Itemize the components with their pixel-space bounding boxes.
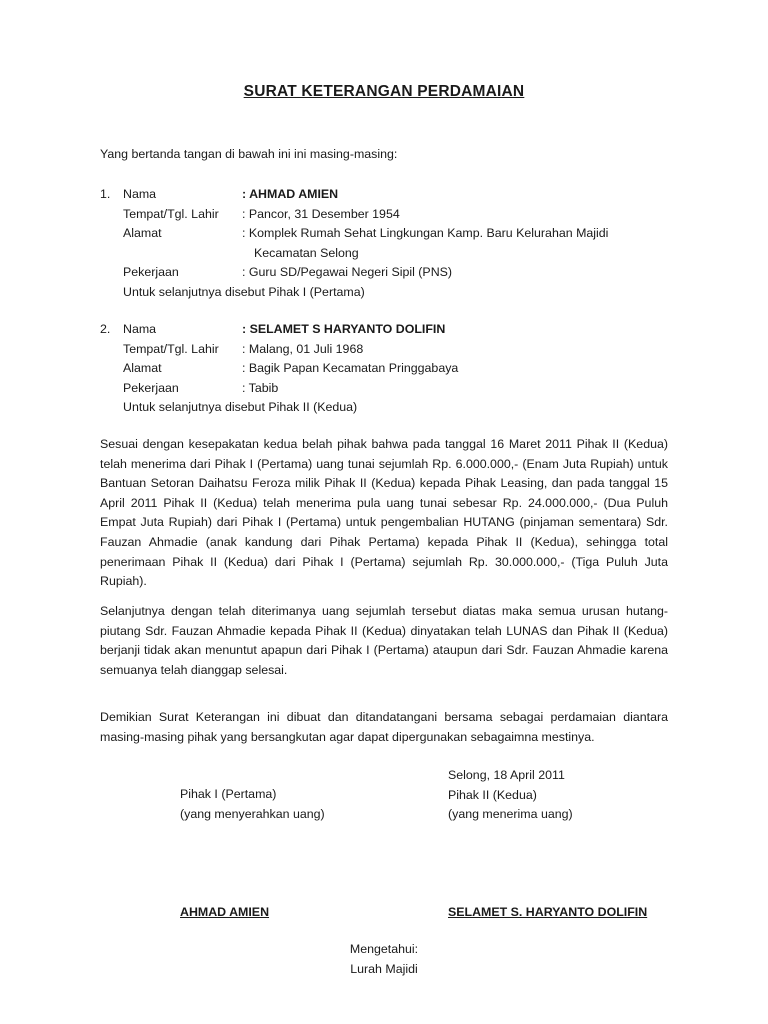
party-number: 1. xyxy=(100,187,111,201)
ttl-value: : Malang, 01 Juli 1968 xyxy=(242,341,364,356)
nama-label: Nama xyxy=(123,322,157,336)
ttl-label: Tempat/Tgl. Lahir xyxy=(123,206,219,221)
pekerjaan-label: Pekerjaan xyxy=(123,380,179,395)
pekerjaan-label: Pekerjaan xyxy=(123,265,179,280)
designation-text: Untuk selanjutnya disebut Pihak I (Pertama) xyxy=(123,284,365,299)
witness-label: Mengetahui: xyxy=(349,942,419,956)
signatory-name-left: AHMAD AMIEN xyxy=(180,905,270,919)
ttl-label: Tempat/Tgl. Lahir xyxy=(123,341,219,356)
party-two-nama-row xyxy=(123,320,683,340)
party-two-ttl-row xyxy=(123,340,683,360)
signature-block-left xyxy=(180,785,325,824)
paragraph-settlement: Selanjutnya dengan telah diterimanya uang sejumlah tersebut diatas maka semua urusan hutang-piutang Sdr. Fauzan Ahmadie kepada Pihak II (Kedua) dinyatakan telah LUNAS dan Pihak II (Kedua) berjanji tidak akan menuntut apapun dari Pihak I (Pertama) ataupun dari Sdr. Fauzan Ahmadie karena semuanya telah dianggap selesai. xyxy=(100,604,668,677)
place-date: Selong, 18 April 2011 xyxy=(448,768,565,782)
pekerjaan-value: : Tabib xyxy=(242,380,279,395)
paragraph-agreement: Sesuai dengan kesepakatan kedua belah pihak bahwa pada tanggal 16 Maret 2011 Pihak II (Kedua) telah menerima dari Pihak I (Pertama) uang tunai sejumlah Rp. 6.000.000,- (Enam Juta Rupiah) untuk Bantuan Setoran Daihatsu Feroza milik Pihak II (Kedua) kepada Pihak Leasing, dan pada tanggal 15 April 2011 Pihak II (Kedua) telah menerima pula uang tunai sebesar Rp. 24.000.000,- (Dua Puluh Empat Juta Rupiah) dari Pihak I (Pertama) untuk pengembalian HUTANG (pinjaman sementara) Sdr. Fauzan Ahmadie (anak kandung dari Pihak Pertama) kepada Pihak II (Kedua), sehingga total penerimaan Pihak II (Kedua) dari Pihak I (Pertama) sejumlah Rp. 30.000.000,- (Tiga Puluh Juta Rupiah). xyxy=(100,437,668,589)
party-two-alamat-row xyxy=(123,359,683,379)
pekerjaan-value: : Guru SD/Pegawai Negeri Sipil (PNS) xyxy=(242,265,453,280)
nama-value: : SELAMET S HARYANTO DOLIFIN xyxy=(242,322,446,336)
signatory-name-right: SELAMET S. HARYANTO DOLIFIN xyxy=(448,905,648,919)
alamat-label: Alamat xyxy=(123,361,162,376)
nama-label: Nama xyxy=(123,187,157,201)
nama-value: : AHMAD AMIEN xyxy=(242,187,339,201)
right-note: (yang menerima uang) xyxy=(448,807,573,822)
party-one-alamat-cont-row xyxy=(123,244,683,264)
witness-title: Lurah Majidi xyxy=(350,961,418,976)
party-one-pekerjaan-row xyxy=(123,263,683,283)
party-two-designation-row xyxy=(123,398,683,418)
left-note: (yang menyerahkan uang) xyxy=(180,806,325,821)
party-one-ttl-row xyxy=(123,205,683,225)
ttl-value: : Pancor, 31 Desember 1954 xyxy=(242,206,400,221)
paragraph-closing: Demikian Surat Keterangan ini dibuat dan ditandatangani bersama sebagai perdamaian diantara masing-masing pihak yang bersangkutan agar dapat dipergunakan sebagaimna mestinya. xyxy=(100,710,668,744)
alamat-label: Alamat xyxy=(123,226,162,241)
right-role: Pihak II (Kedua) xyxy=(448,787,537,802)
witness-block xyxy=(0,940,768,979)
party-one-nama-row xyxy=(123,185,683,205)
party-one-designation-row xyxy=(123,283,683,303)
party-two-pekerjaan-row xyxy=(123,379,683,399)
party-number: 2. xyxy=(100,322,111,336)
left-role: Pihak I (Pertama) xyxy=(180,787,277,801)
document-title: SURAT KETERANGAN PERDAMAIAN xyxy=(243,83,525,100)
alamat-value: : Bagik Papan Kecamatan Pringgabaya xyxy=(242,361,459,376)
designation-text: Untuk selanjutnya disebut Pihak II (Kedua) xyxy=(123,400,358,415)
alamat-value: : Komplek Rumah Sehat Lingkungan Kamp. Baru Kelurahan Majidi xyxy=(242,226,609,241)
intro-text: Yang bertanda tangan di bawah ini ini masing-masing: xyxy=(100,147,398,161)
alamat-continuation: Kecamatan Selong xyxy=(254,245,359,260)
party-one-alamat-row xyxy=(123,224,683,244)
signature-block-right xyxy=(448,766,573,825)
